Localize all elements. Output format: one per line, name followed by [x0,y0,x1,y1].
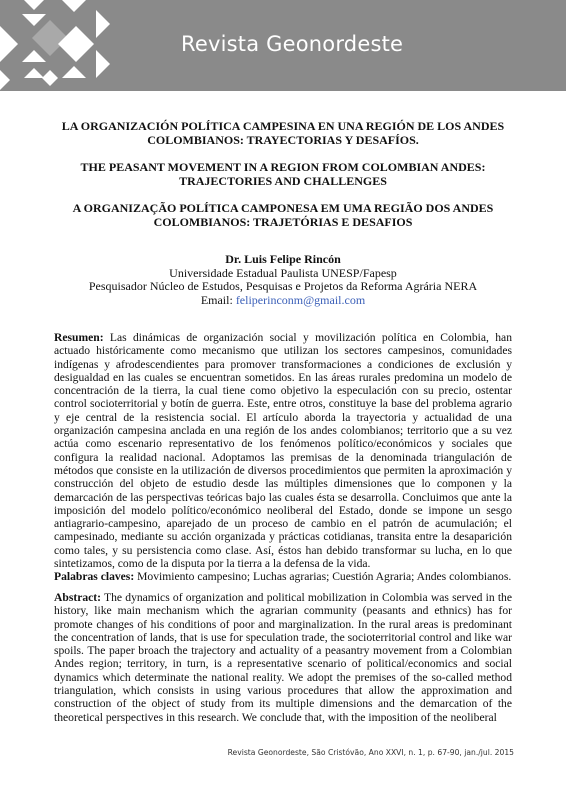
keywords-line [54,570,512,583]
title-english: THE PEASANT MOVEMENT IN A REGION FROM COLOMBIAN ANDES: TRAJECTORIES AND CHALLENGES [80,160,486,188]
article-titles [50,120,516,243]
author-email-line [50,294,516,308]
abstract-text: The dynamics of organization and political mobilization in Colombia was served in the history, like main mechanism which the agrarian community (peasants and ethnics) has for promote changes of his conditions of poor and marginalization. In the rural areas is predominant the concentration of lands, that is use for speculation trade, the socioterritorial control and like war spoils. The paper broach the trajectory and actuality of a peasantry movement from a Colombian Andes region; territory, in turn, is a representative scenario of political/economics and social dynamics which determinate the national reality. We adopt the premises of the so-called method triangulation, which consists in using various procedures that allow the approximation and construction of the object of study from its multiple dimensions and the demarcation of the theoretical perspectives in this research. We conclude that, with the imposition of the neoliberal [54,591,512,724]
keywords-label: Palabras claves: [54,570,135,584]
resumen-label: Resumen: [54,331,104,344]
resumen-text: Las dinámicas de organización social y movilización política en Colombia, han actuado históricamente como mecanismo que utilizan los sectores campesinos, comunidades indígenas y afrodescendientes para promover transformaciones a condiciones de exclusión y desigualdad en las cuales se encuentran sometidos. En las áreas rurales predomina un modelo de concentración de la tierra, la cual tiene como objetivo la especulación con su precio, ostentar control socioterritorial y botín de guerra. Este, entre otros, constituye la base del problema agrario y eje central de la resistencia social. El artículo aborda la trayectoria y actualidad de una organización campesina anclada en una región de los andes colombianos; territorio que a su vez actúa como escenario representativo de los fenómenos político/económicos y sociales que configura la realidad nacional. Adoptamos las premisas de la denominada triangulación de métodos que consiste en la utilización de diversos procedimientos que permiten la aproximación y construcción del objeto de estudio desde las múltiples dimensiones que lo componen y la demarcación de las perspectivas teóricas bajo las cuales ésta se desarrolla. Concluimos que ante la imposición del modelo político/económico neoliberal del Estado, donde se impone un sesgo antiagrario-campesino, aparejado de un proceso de cambio en el patrón de acumulación; el campesinado, mediante su acción organizada y prácticas cotidianas, transita entre la desaparición como tales, y su persistencia como clase. Así, éstos han debido transformar su lucha, en lo que sintetizamos, como de la disputa por la tierra a la defensa de la vida. [54,331,512,571]
author-block [50,253,516,307]
abstract-section [54,591,512,724]
author-name: Dr. Luis Felipe Rincón [225,252,341,266]
page-footer-citation: Revista Geonordeste, São Cristóvão, Ano XXVI, n. 1, p. 67-90, jan./jul. 2015 [227,748,514,757]
journal-header-banner [0,0,566,91]
keywords-text: Movimiento campesino; Luchas agrarias; Cuestión Agraria; Andes colombianos. [137,570,512,584]
author-affiliation: Universidade Estadual Paulista UNESP/Fapesp [169,265,397,280]
author-position: Pesquisador Núcleo de Estudos, Pesquisas e Projetos da Reforma Agrária NERA [88,279,478,293]
resumen-section [54,331,512,584]
abstract-label: Abstract: [54,591,102,604]
resumen-paragraph [54,331,512,570]
author-email-link[interactable]: feliperinconm@gmail.com [235,292,366,307]
title-portuguese: A ORGANIZAÇÃO POLÍTICA CAMPONESA EM UMA REGIÃO DOS ANDES COLOMBIANOS: TRAJETÓRIAS E DESAFIOS [72,201,494,229]
abstract-paragraph [54,591,512,724]
email-label: Email: [200,292,233,307]
journal-logo-icon [0,0,120,91]
journal-name: Revista Geonordeste [181,32,404,56]
title-spanish: LA ORGANIZACIÓN POLÍTICA CAMPESINA EN UNA REGIÓN DE LOS ANDES COLOMBIANOS: TRAYECTORIAS Y DESAFÍOS. [61,119,505,147]
